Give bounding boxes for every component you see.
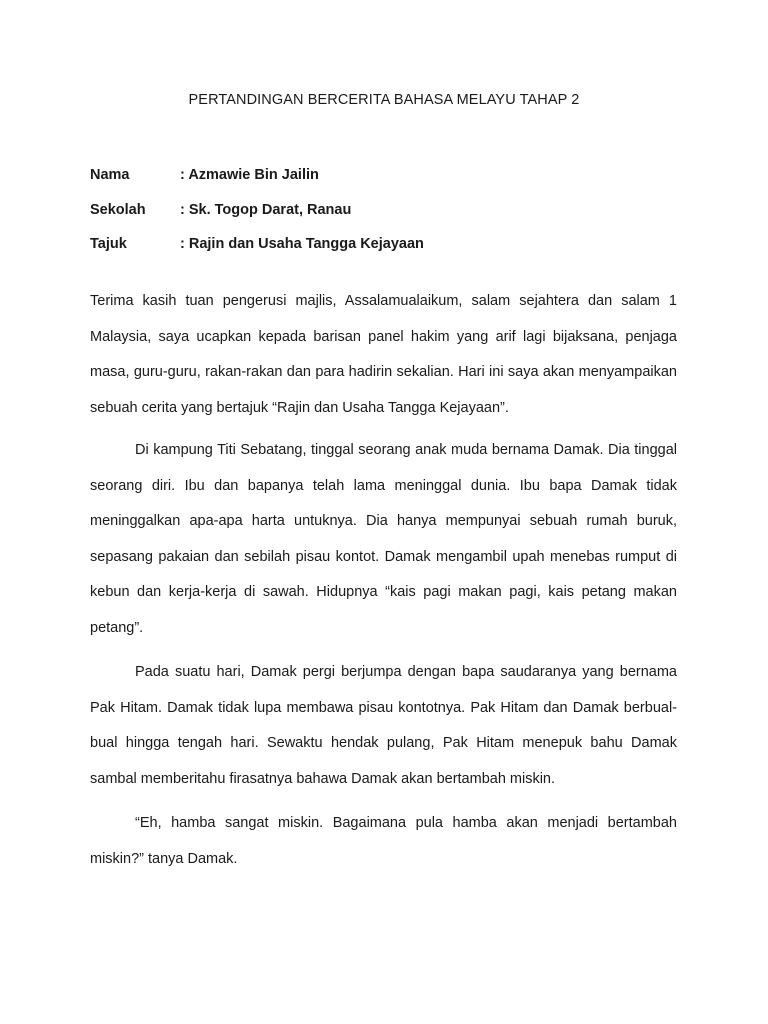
meta-value: : Rajin dan Usaha Tangga Kejayaan xyxy=(180,236,424,253)
paragraph-damak-life: Di kampung Titi Sebatang, tinggal seorang anak muda bernama Damak. Dia tinggal seorang diri. Ibu dan bapanya telah lama meninggal dunia. Ibu bapa Damak tidak meninggalkan apa-apa harta untuknya. Dia hanya mempunyai sebuah rumah buruk, sepasang pakaian dan sebilah pisau kontot. Damak mengambil upah menebas rumput di kebun dan kerja-kerja di sawah. Hidupnya “kais pagi makan pagi, kais petang makan petang”. xyxy=(90,442,677,636)
meta-value: : Azmawie Bin Jailin xyxy=(180,167,319,184)
paragraph-intro: Terima kasih tuan pengerusi majlis, Assalamualaikum, salam sejahtera dan salam 1 Malaysia, saya ucapkan kepada barisan panel hakim yang arif lagi bijaksana, penjaga masa, guru-guru, rakan-rakan dan para hadirin sekalian. Hari ini saya akan menyampaikan sebuah cerita yang bertajuk “Rajin dan Usaha Tangga Kejayaan”. xyxy=(90,293,677,416)
meta-value: : Sk. Togop Darat, Ranau xyxy=(180,201,352,218)
paragraph-pak-hitam: Pada suatu hari, Damak pergi berjumpa dengan bapa saudaranya yang bernama Pak Hitam. Damak tidak lupa membawa pisau kontotnya. Pak Hitam dan Damak berbual-bual hingga tengah hari. Sewaktu hendak pulang, Pak Hitam menepuk bahu Damak sambal memberitahu firasatnya bahawa Damak akan bertambah miskin. xyxy=(90,664,677,787)
document-title: PERTANDINGAN BERCERITA BAHASA MELAYU TAHAP 2 xyxy=(188,92,580,108)
paragraph-dialogue: “Eh, hamba sangat miskin. Bagaimana pula hamba akan menjadi bertambah miskin?” tanya Damak. xyxy=(90,815,677,867)
meta-row-sekolah xyxy=(90,193,690,228)
meta-info xyxy=(90,158,690,262)
meta-label: Nama xyxy=(90,167,130,184)
meta-label: Sekolah xyxy=(90,201,146,218)
story-body xyxy=(90,284,677,877)
meta-label: Tajuk xyxy=(90,236,127,253)
meta-row-nama xyxy=(90,158,690,193)
meta-row-tajuk xyxy=(90,227,690,262)
